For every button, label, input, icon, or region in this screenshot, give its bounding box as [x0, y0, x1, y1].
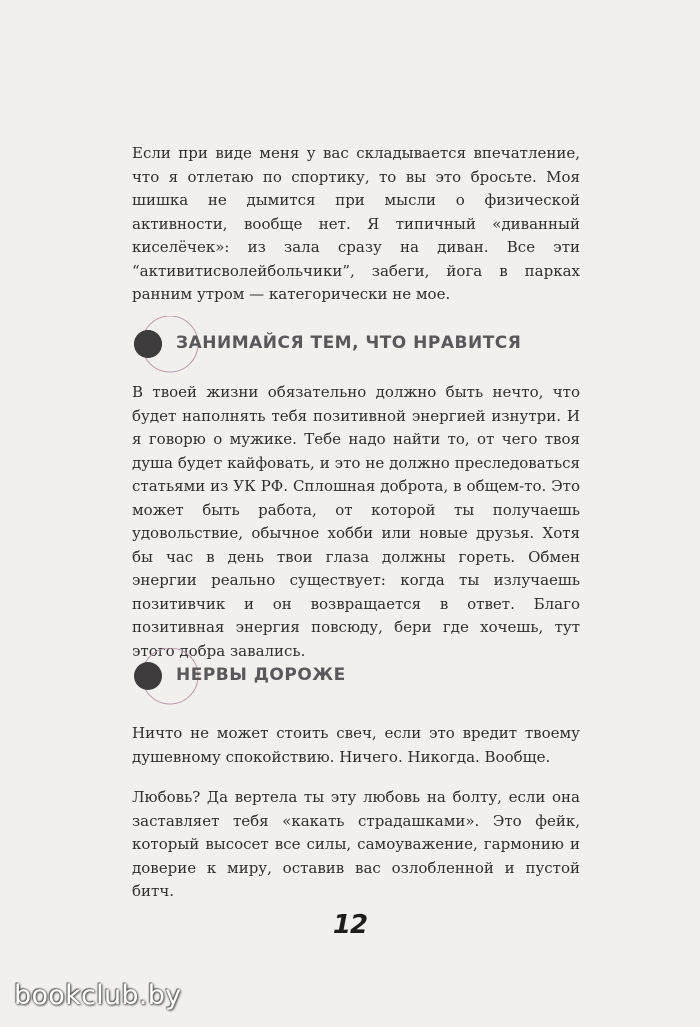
paragraph-intro: Если при виде меня у вас складывается впечатление, что я отлетаю по спортику, то вы это бросьте. Моя шишка не дымится при мысли о физической активности, вообще нет. Я типичный «диванный киселёчек»: из зала сразу на диван. Все эти “активитисволейбольчики”, забеги, йога в парках ранним утром — категорически не мое. — [132, 144, 580, 303]
paragraph-nothing: Ничто не может стоить свеч, если это вредит твоему душевному спокойствию. Ничего. Никогда. Вообще. — [132, 724, 580, 766]
page-number: 12 — [332, 910, 368, 940]
watermark-text: bookclub.by — [14, 980, 182, 1011]
section-heading-nerves — [132, 648, 552, 708]
heading-title: НЕРВЫ ДОРОЖЕ — [176, 665, 346, 685]
section-heading-likes — [132, 316, 552, 376]
heading-title: ЗАНИМАЙСЯ ТЕМ, ЧТО НРАВИТСЯ — [176, 333, 522, 353]
paragraph-positive: В твоей жизни обязательно должно быть нечто, что будет наполнять тебя позитивной энергией изнутри. И я говорю о мужике. Тебе надо найти то, от чего твоя душа будет кайфовать, и это не должно преследоваться статьями из УК РФ. Сплошная доброта, в общем-то. Это может быть работа, от которой ты получаешь удовольствие, обычное хобби или новые друзья. Хотя бы час в день твои глаза должны гореть. Обмен энергии реально существует: когда ты излучаешь позитивчик и он возвращается в ответ. Благо позитивная энергия повсюду, бери где хочешь, тут этого добра завались. — [132, 383, 580, 660]
paragraph-love: Любовь? Да вертела ты эту любовь на болту, если она заставляет тебя «какать страдашками». Это фейк, который высосет все силы, самоуважение, гармонию и доверие к миру, оставив вас озлобленной и пустой битч. — [132, 788, 580, 900]
